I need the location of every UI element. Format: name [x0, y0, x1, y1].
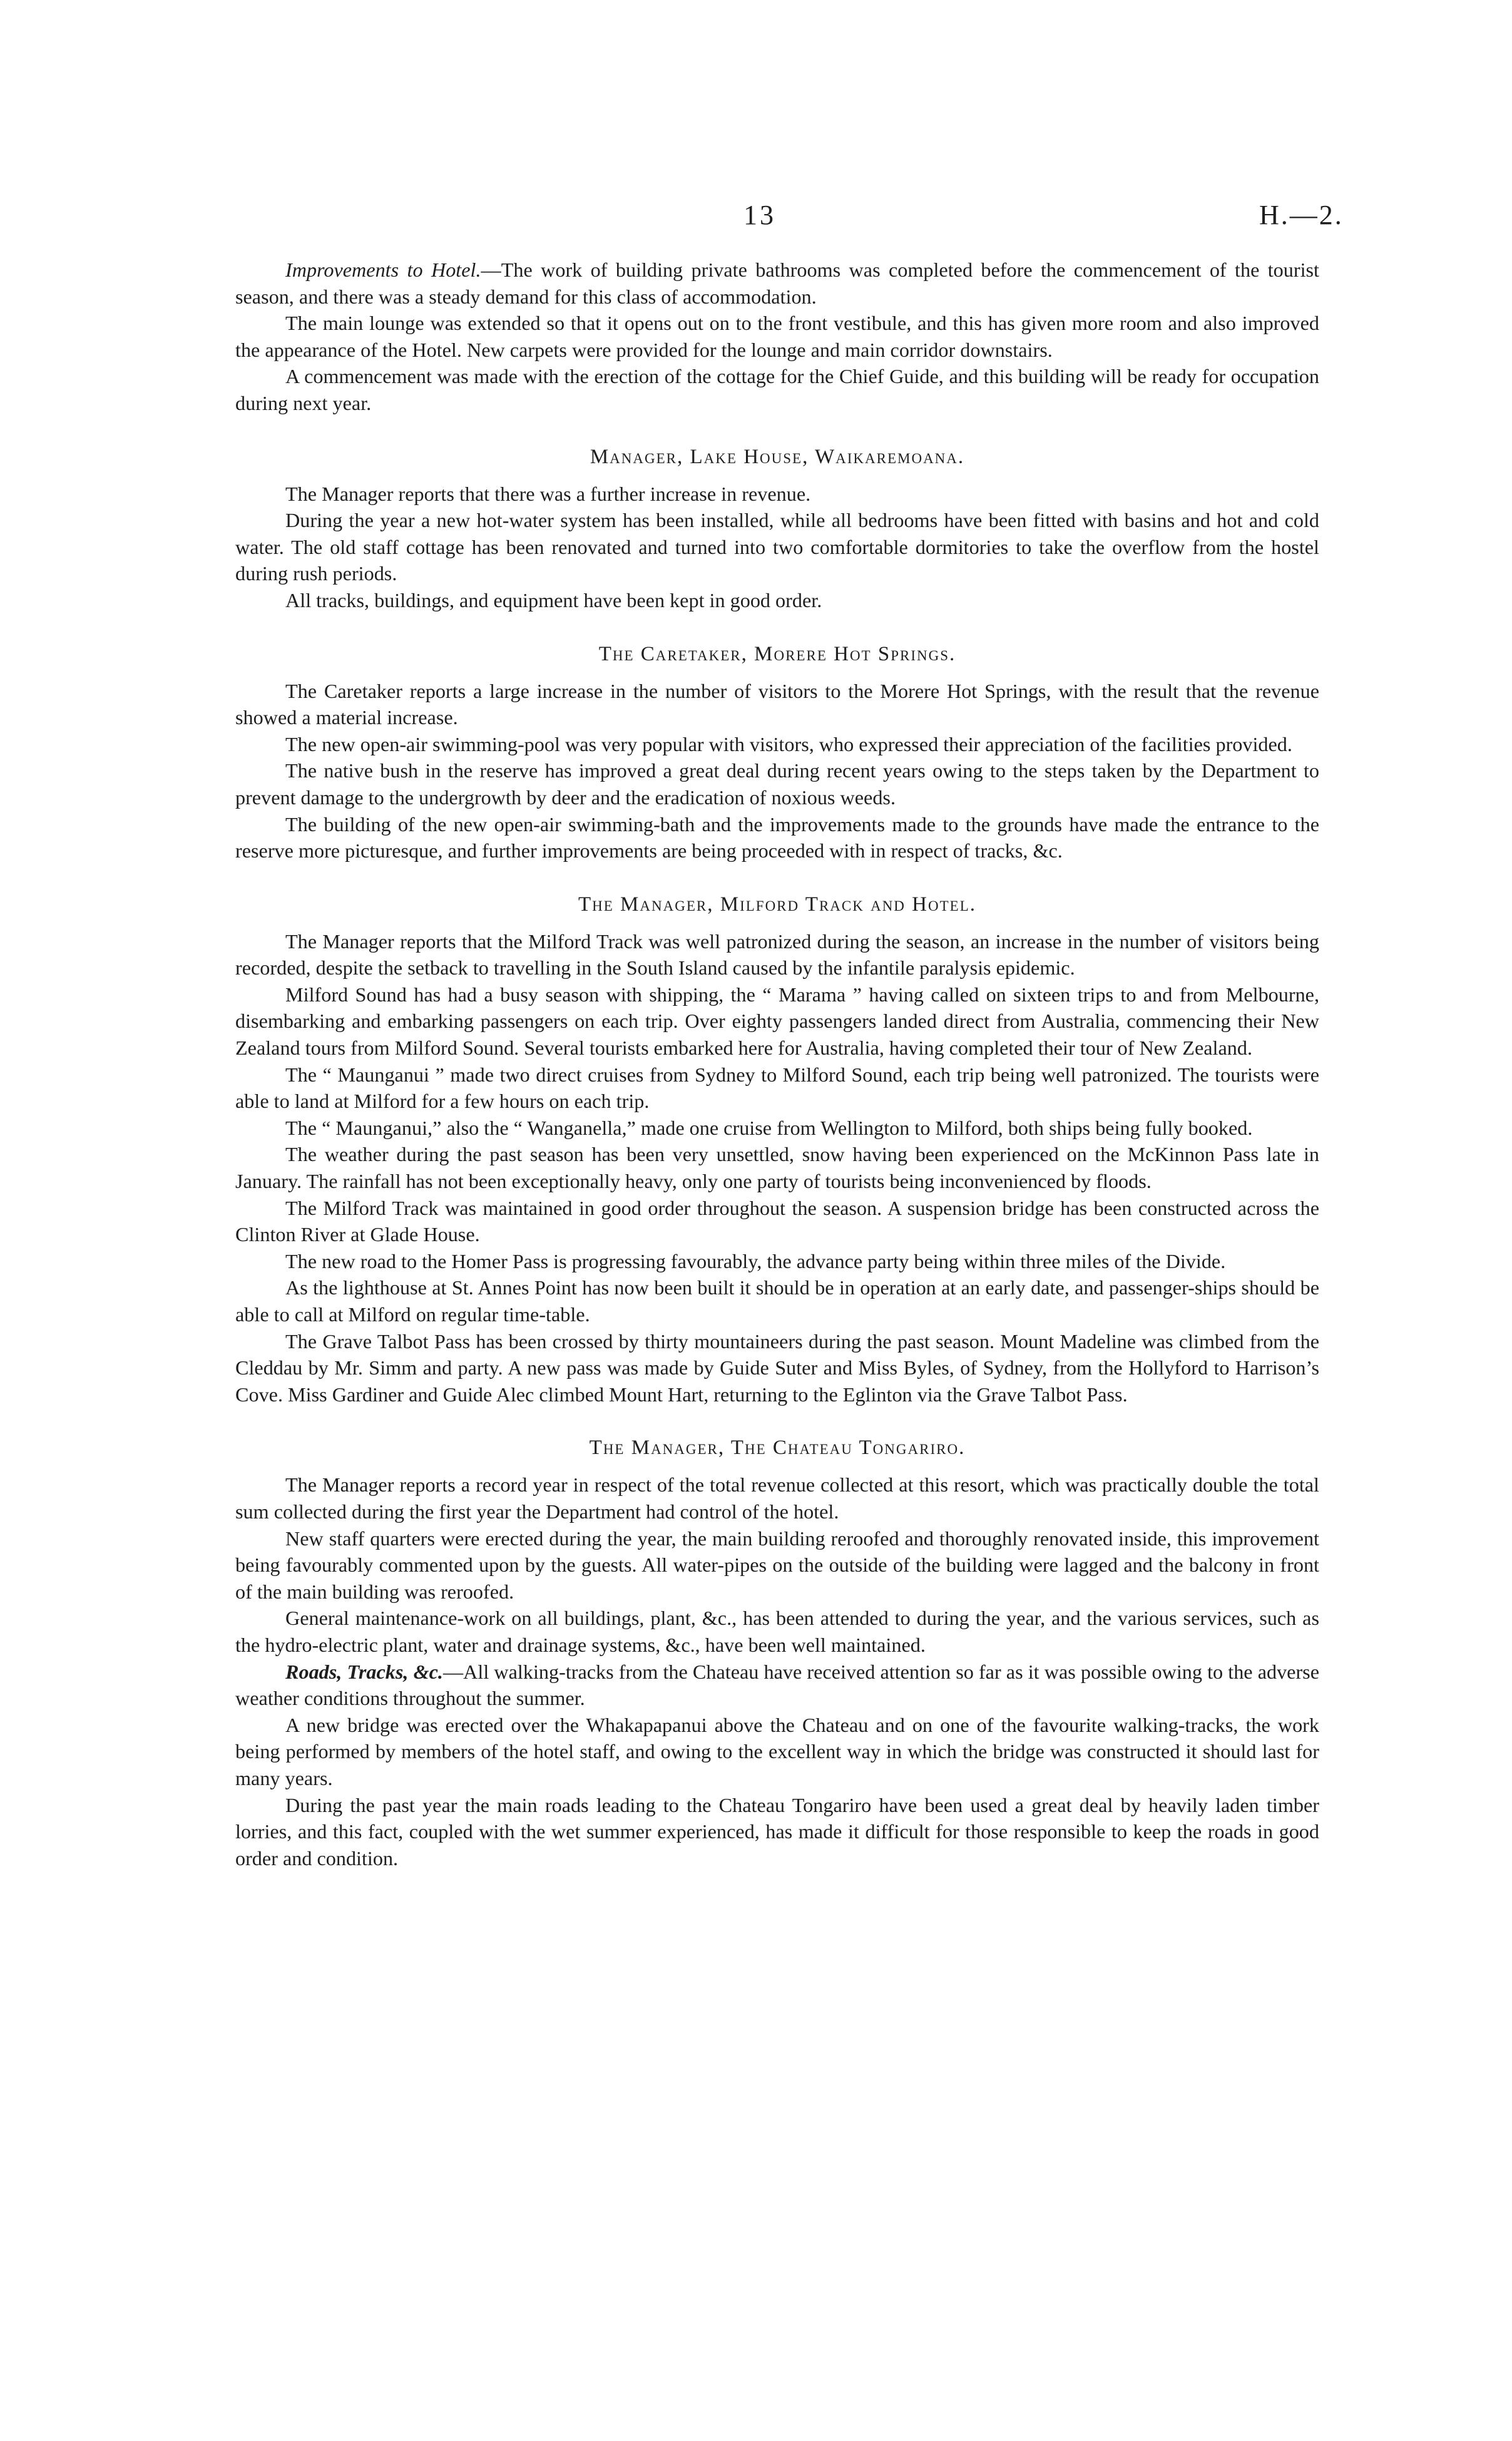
- section: [235, 1408, 1319, 1871]
- paragraph: [235, 1141, 1319, 1194]
- section: [235, 614, 1319, 864]
- section: [235, 257, 1319, 417]
- paragraph-text: The “ Maunganui ” made two direct cruises from Sydney to Milford Sound, each trip being well patronized. The tourists were able to land at Milford for a few hours on each trip.: [235, 1063, 1319, 1113]
- paragraph-text: The Milford Track was maintained in good order throughout the season. A suspension bridge has been constructed across the Clinton River at Glade House.: [235, 1196, 1319, 1246]
- paragraph: [235, 481, 1319, 508]
- paragraph-text: The weather during the past season has been very unsettled, snow having been experienced on the McKinnon Pass late in January. The rainfall has not been exceptionally heavy, only one party of tourists being inconvenienced by floods.: [235, 1143, 1319, 1193]
- paragraph: [235, 1115, 1319, 1142]
- paragraph: [235, 811, 1319, 864]
- paragraph: [235, 1195, 1319, 1248]
- paragraph-text: The main lounge was extended so that it opens out on to the front vestibule, and this has given more room and also improved the appearance of the Hotel. New carpets were provided for the lounge and main corridor downstairs.: [235, 312, 1319, 361]
- paragraph-text: The Caretaker reports a large increase in the number of visitors to the Morere Hot Springs, with the result that the revenue showed a material increase.: [235, 679, 1319, 729]
- paragraph-text: As the lighthouse at St. Annes Point has now been built it should be in operation at an early date, and passenger-ships should be able to call at Milford on regular time-table.: [235, 1276, 1319, 1326]
- paragraph: [235, 757, 1319, 811]
- section-heading: Manager, Lake House, Waikaremoana.: [590, 445, 965, 468]
- document-reference: H.—2.: [1259, 200, 1344, 230]
- page-number: 13: [743, 200, 776, 230]
- paragraph: [235, 257, 1319, 310]
- paragraph: [235, 587, 1319, 614]
- paragraph-text: General maintenance-work on all buildings, plant, &c., has been attended to during the year, and the various services, such as the hydro-electric plant, water and drainage systems, &c., have been well maintained.: [235, 1607, 1319, 1656]
- paragraph: [235, 363, 1319, 416]
- paragraph: [235, 310, 1319, 363]
- paragraph: [235, 1792, 1319, 1872]
- paragraph-text: A commencement was made with the erection of the cottage for the Chief Guide, and this building will be ready for occupation during next year.: [235, 365, 1319, 414]
- paragraph-text: The Manager reports a record year in respect of the total revenue collected at this resort, which was practically double the total sum collected during the first year the Department had control of the hotel.: [235, 1473, 1319, 1523]
- section-heading: The Manager, The Chateau Tongariro.: [589, 1436, 966, 1460]
- paragraph-text: —All walking-tracks from the Chateau have received attention so far as it was possible owing to the adverse weather conditions throughout the summer.: [235, 1660, 1319, 1710]
- paragraph-text: The Manager reports that there was a further increase in revenue.: [285, 482, 811, 505]
- paragraph: [235, 981, 1319, 1062]
- paragraph: [235, 731, 1319, 758]
- paragraph-text: Milford Sound has had a busy season with shipping, the “ Marama ” having called on sixteen trips to and from Melbourne, disembarking and embarking passengers on each trip. Over eighty passengers landed direct from Australia, commencing their New Zealand tours from Milford Sound. Several tourists embarked here for Australia, having completed their tour of New Zealand.: [235, 983, 1319, 1060]
- paragraph: [235, 678, 1319, 731]
- paragraph: [235, 1328, 1319, 1408]
- paragraph: [235, 928, 1319, 981]
- paragraph-text: The native bush in the reserve has improved a great deal during recent years owing to the steps taken by the Department to prevent damage to the undergrowth by deer and the eradication of noxious weeds.: [235, 759, 1319, 809]
- paragraph-text: The new open-air swimming-pool was very popular with visitors, who expressed their appreciation of the facilities provided.: [285, 732, 1292, 755]
- paragraph: [235, 1605, 1319, 1658]
- paragraph-lead-heading: Roads, Tracks, &c.: [285, 1660, 443, 1683]
- paragraph-text: A new bridge was erected over the Whakapapanui above the Chateau and on one of the favourite walking-tracks, the work being performed by members of the hotel staff, and owing to the excellent way in which the bridge was constructed it should last for many years.: [235, 1713, 1319, 1789]
- section: [235, 864, 1319, 1408]
- paragraph-text: The Grave Talbot Pass has been crossed by thirty mountaineers during the past season. Mount Madeline was climbed from the Cleddau by Mr. Simm and party. A new pass was made by Guide Suter and Miss Byles, of Sydney, from the Hollyford to Harrison’s Cove. Miss Gardiner and Guide Alec climbed Mount Hart, returning to the Eglinton via the Grave Talbot Pass.: [235, 1329, 1319, 1406]
- section-heading: The Caretaker, Morere Hot Springs.: [598, 642, 956, 665]
- paragraph-text: The “ Maunganui,” also the “ Wanganella,” made one cruise from Wellington to Milford, both ships being fully booked.: [285, 1116, 1253, 1139]
- paragraph-text: New staff quarters were erected during the year, the main building reroofed and thoroughly renovated inside, this improvement being favourably commented upon by the guests. All water-pipes on the outside of the building were lagged and the balcony in front of the main building was reroofed.: [235, 1527, 1319, 1603]
- paragraph: [235, 1659, 1319, 1712]
- section: [235, 417, 1319, 614]
- paragraph-text: —The work of building private bathrooms was completed before the commencement of the tourist season, and there was a steady demand for this class of accommodation.: [235, 258, 1319, 308]
- paragraph: [235, 507, 1319, 587]
- paragraph-text: The new road to the Homer Pass is progressing favourably, the advance party being within three miles of the Divide.: [285, 1249, 1226, 1272]
- paragraph: [235, 1248, 1319, 1275]
- document-body: [235, 257, 1319, 1871]
- paragraph-text: During the year a new hot-water system has been installed, while all bedrooms have been fitted with basins and hot and cold water. The old staff cottage has been renovated and turned into two comfortable dormitories to take the overflow from the hostel during rush periods.: [235, 509, 1319, 585]
- paragraph-text: All tracks, buildings, and equipment have been kept in good order.: [285, 588, 822, 612]
- paragraph-text: The Manager reports that the Milford Track was well patronized during the season, an increase in the number of visitors being recorded, despite the setback to travelling in the South Island caused by the infantile paralysis epidemic.: [235, 929, 1319, 980]
- paragraph: [235, 1062, 1319, 1115]
- section-heading: The Manager, Milford Track and Hotel.: [578, 893, 977, 916]
- paragraph: [235, 1525, 1319, 1605]
- paragraph: [235, 1471, 1319, 1525]
- paragraph: [235, 1712, 1319, 1792]
- paragraph-lead-heading: Improvements to Hotel.: [285, 258, 481, 281]
- paragraph-text: The building of the new open-air swimming-bath and the improvements made to the grounds have made the entrance to the reserve more picturesque, and further improvements are being proceeded with in respect of tracks, &c.: [235, 812, 1319, 862]
- paragraph: [235, 1274, 1319, 1328]
- paragraph-text: During the past year the main roads leading to the Chateau Tongariro have been used a great deal by heavily laden timber lorries, and this fact, coupled with the wet summer experienced, has made it difficult for those responsible to keep the roads in good order and condition.: [235, 1793, 1319, 1870]
